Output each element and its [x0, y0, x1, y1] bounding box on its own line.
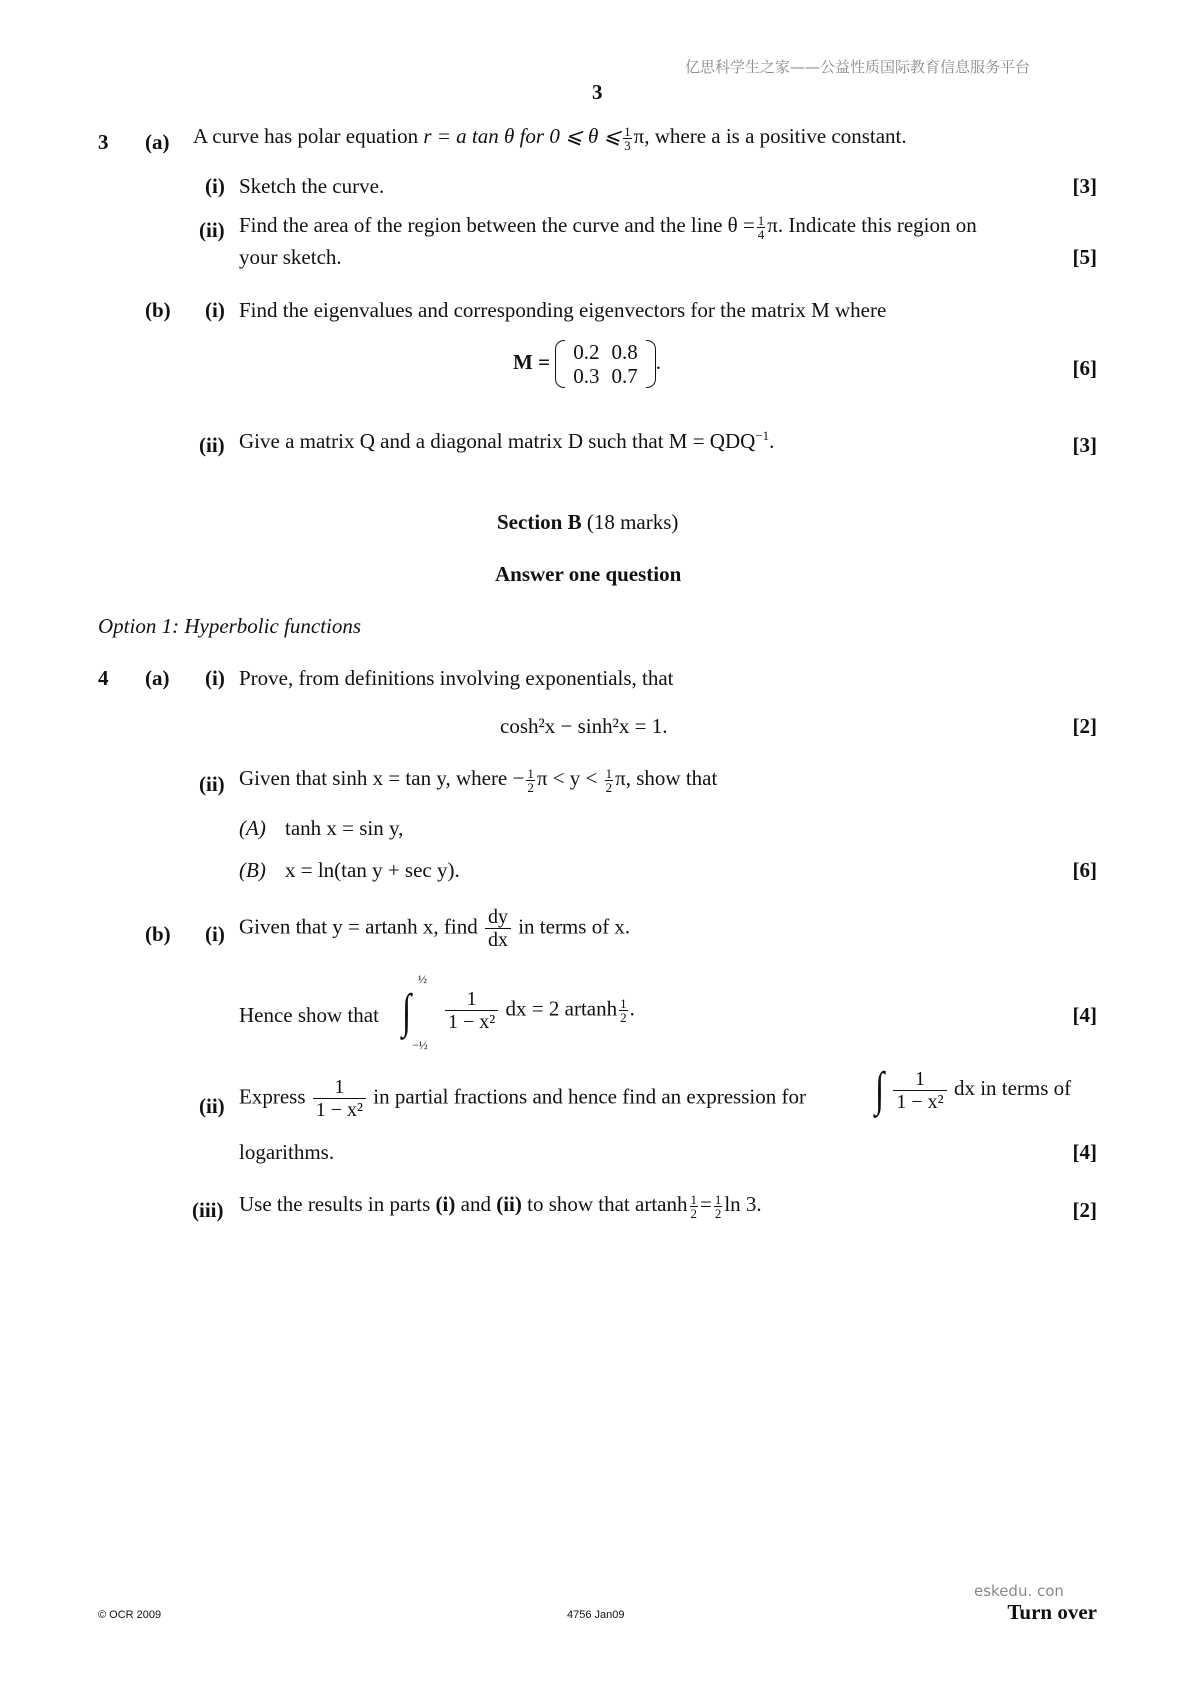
q4biii-text-2: to show that artanh: [527, 1192, 688, 1216]
frac-den: 1 − x²: [315, 1099, 364, 1121]
q3bi-label: (i): [205, 298, 225, 322]
q4bii-text-3: dx in terms of: [953, 1075, 1072, 1100]
frac-num: 1: [527, 765, 534, 781]
q3ai-label: (i): [205, 174, 225, 198]
q4biii-equals: =: [700, 1192, 712, 1216]
integral-upper-limit: ½: [418, 972, 427, 986]
matrix-equation: [513, 340, 661, 388]
q3bi-mark: [6]: [1072, 356, 1097, 380]
q3bii-label: (ii): [199, 433, 225, 457]
q4aii-a-label: (A): [239, 816, 266, 840]
q4biii-text: [239, 1192, 762, 1220]
matrix-lhs: M =: [513, 349, 551, 374]
page-number: 3: [592, 80, 603, 104]
q4bi-text-2: in terms of x.: [518, 914, 631, 939]
q4bi-text: [239, 906, 630, 951]
q4aii-b-label: (B): [239, 858, 266, 882]
q4bi-label: (i): [205, 922, 225, 946]
q3a-text-1: A curve has polar equation: [193, 124, 419, 148]
q4aii-text-1: Given that sinh x = tan y, where −: [239, 766, 525, 790]
q4biii-ln: ln 3.: [724, 1192, 762, 1216]
fraction-one-quarter: [757, 214, 766, 241]
watermark-top: 亿思科学生之家——公益性质国际教育信息服务平台: [685, 58, 1031, 76]
q4bi-mark: [4]: [1072, 1003, 1097, 1027]
q4aii-text: [239, 766, 717, 794]
matrix-cell: 0.8: [611, 340, 638, 364]
frac-den: 2: [690, 1205, 697, 1221]
fraction-one-half: [605, 767, 614, 794]
frac-num: 1: [624, 123, 631, 139]
frac-den: 2: [605, 779, 613, 795]
q4aii-a-text: tanh x = sin y,: [285, 816, 404, 840]
frac-num: 1: [313, 1076, 366, 1099]
q3b-label: (b): [145, 298, 171, 322]
frac-den: dx: [487, 929, 508, 951]
q3bii-superscript: −1: [755, 428, 770, 443]
matrix-cell: 0.2: [573, 340, 600, 364]
q3a-equation: r = a tan θ for 0 ⩽ θ ⩽: [423, 124, 622, 148]
frac-num: 1: [757, 212, 765, 228]
q4ai-text: Prove, from definitions involving exponentials, that: [239, 666, 674, 690]
q4aii-b-text: x = ln(tan y + sec y).: [285, 858, 460, 882]
frac-den: 2: [527, 779, 534, 795]
q4bii-integral: [873, 1063, 1072, 1116]
fraction-one-half: [619, 997, 628, 1024]
q4aii-text-3: π, show that: [615, 766, 718, 790]
frac-num: 1: [893, 1068, 946, 1091]
q4biii-text-1: Use the results in parts: [239, 1192, 431, 1216]
q3bi-text: Find the eigenvalues and corresponding eigenvectors for the matrix M where: [239, 298, 887, 322]
q4b-label: (b): [145, 922, 171, 946]
q3aii-text-3: your sketch.: [239, 245, 342, 269]
matrix-tail: .: [655, 349, 662, 374]
frac-den: 1 − x²: [448, 1011, 496, 1033]
q4aii-label: (ii): [199, 772, 225, 796]
frac-num: 1: [714, 1191, 722, 1207]
matrix-cell: 0.7: [611, 364, 638, 389]
q4bii-mark: [4]: [1072, 1140, 1097, 1164]
frac-den: 1 − x²: [896, 1090, 944, 1113]
q4bi-hence: Hence show that: [239, 1003, 379, 1027]
section-b-instruction: Answer one question: [495, 562, 682, 586]
q3aii-text-1: Find the area of the region between the curve and the line θ =: [239, 213, 755, 237]
frac-num: 1: [445, 988, 498, 1011]
turn-over: Turn over: [1007, 1600, 1097, 1624]
q3ai-text: Sketch the curve.: [239, 174, 385, 198]
frac-num: 1: [690, 1191, 697, 1207]
matrix-cell: 0.3: [573, 364, 600, 389]
matrix-m: [555, 340, 656, 388]
q3ai-mark: [3]: [1072, 174, 1097, 198]
q3aii-text: [239, 213, 977, 241]
q4bii-text-1: Express: [239, 1084, 306, 1109]
q4ai-label: (i): [205, 666, 225, 690]
q3bii-text-body: Give a matrix Q and a diagonal matrix D such that M = QDQ: [239, 429, 756, 453]
fraction-one-half: [526, 767, 535, 794]
frac-num: 1: [620, 996, 627, 1011]
q3aii-text-2: π. Indicate this region on: [767, 213, 977, 237]
fraction-integrand: [445, 988, 498, 1033]
footer-copyright: © OCR 2009: [98, 1609, 162, 1621]
fraction-integrand: [893, 1068, 946, 1113]
q4a-label: (a): [145, 666, 170, 690]
integral-sign: ∫: [874, 1063, 885, 1116]
q3aii-label: (ii): [199, 218, 225, 242]
derivative-dy-dx: [485, 906, 511, 951]
section-b-heading: [497, 510, 678, 535]
q4bi-tail: .: [629, 996, 635, 1021]
q4bi-integrand: [443, 988, 635, 1033]
frac-den: 2: [714, 1205, 722, 1221]
q3aii-mark: [5]: [1072, 245, 1097, 269]
q4aii-mark: [6]: [1072, 858, 1097, 882]
footer-code: 4756 Jan09: [567, 1609, 625, 1621]
q4bii-label: (ii): [199, 1094, 225, 1118]
watermark-bottom: eskedu. con: [974, 1582, 1064, 1600]
fraction-partial: [313, 1076, 366, 1121]
frac-num: dy: [485, 906, 511, 929]
frac-den: 3: [624, 137, 631, 153]
option-heading: Option 1: Hyperbolic functions: [98, 614, 362, 638]
integral-sign: ∫: [401, 985, 412, 1038]
q4ai-equation: cosh²x − sinh²x = 1.: [500, 714, 668, 738]
fraction-one-half: [690, 1193, 699, 1220]
q4-number: 4: [98, 666, 109, 690]
q3bii-tail: .: [769, 429, 775, 453]
integral-lower-limit: −½: [412, 1038, 428, 1052]
q3a-label: (a): [145, 130, 170, 154]
q4bi-text-1: Given that y = artanh x, find: [239, 914, 478, 939]
fraction-one-third: [623, 125, 632, 152]
frac-den: 4: [757, 226, 765, 242]
q3bii-text: [239, 428, 774, 454]
q3a-text-2: π, where a is a positive constant.: [633, 124, 907, 148]
frac-num: 1: [605, 765, 613, 781]
q4biii-mark: [2]: [1072, 1198, 1097, 1222]
fraction-one-half: [714, 1193, 723, 1220]
q4bii-text-4: logarithms.: [239, 1140, 335, 1164]
q4biii-label: (iii): [192, 1198, 224, 1222]
q4biii-and: and: [460, 1192, 491, 1216]
q4aii-text-2: π < y <: [536, 766, 598, 790]
q4biii-ref-i: (i): [435, 1192, 456, 1216]
q4ai-mark: [2]: [1072, 714, 1097, 738]
definite-integral: [400, 972, 440, 1062]
q3a-text: [193, 124, 907, 152]
q3bii-mark: [3]: [1072, 433, 1097, 457]
frac-den: 2: [620, 1010, 627, 1025]
section-b-marks: (18 marks): [586, 510, 679, 534]
section-b-title: Section B: [497, 510, 582, 534]
q3-number: 3: [98, 130, 109, 154]
q4bi-rhs: dx = 2 artanh: [505, 996, 618, 1021]
q4bii-text: [239, 1076, 806, 1121]
q4biii-ref-ii: (ii): [496, 1192, 522, 1216]
q4bii-text-2: in partial fractions and hence find an expression for: [373, 1084, 806, 1109]
